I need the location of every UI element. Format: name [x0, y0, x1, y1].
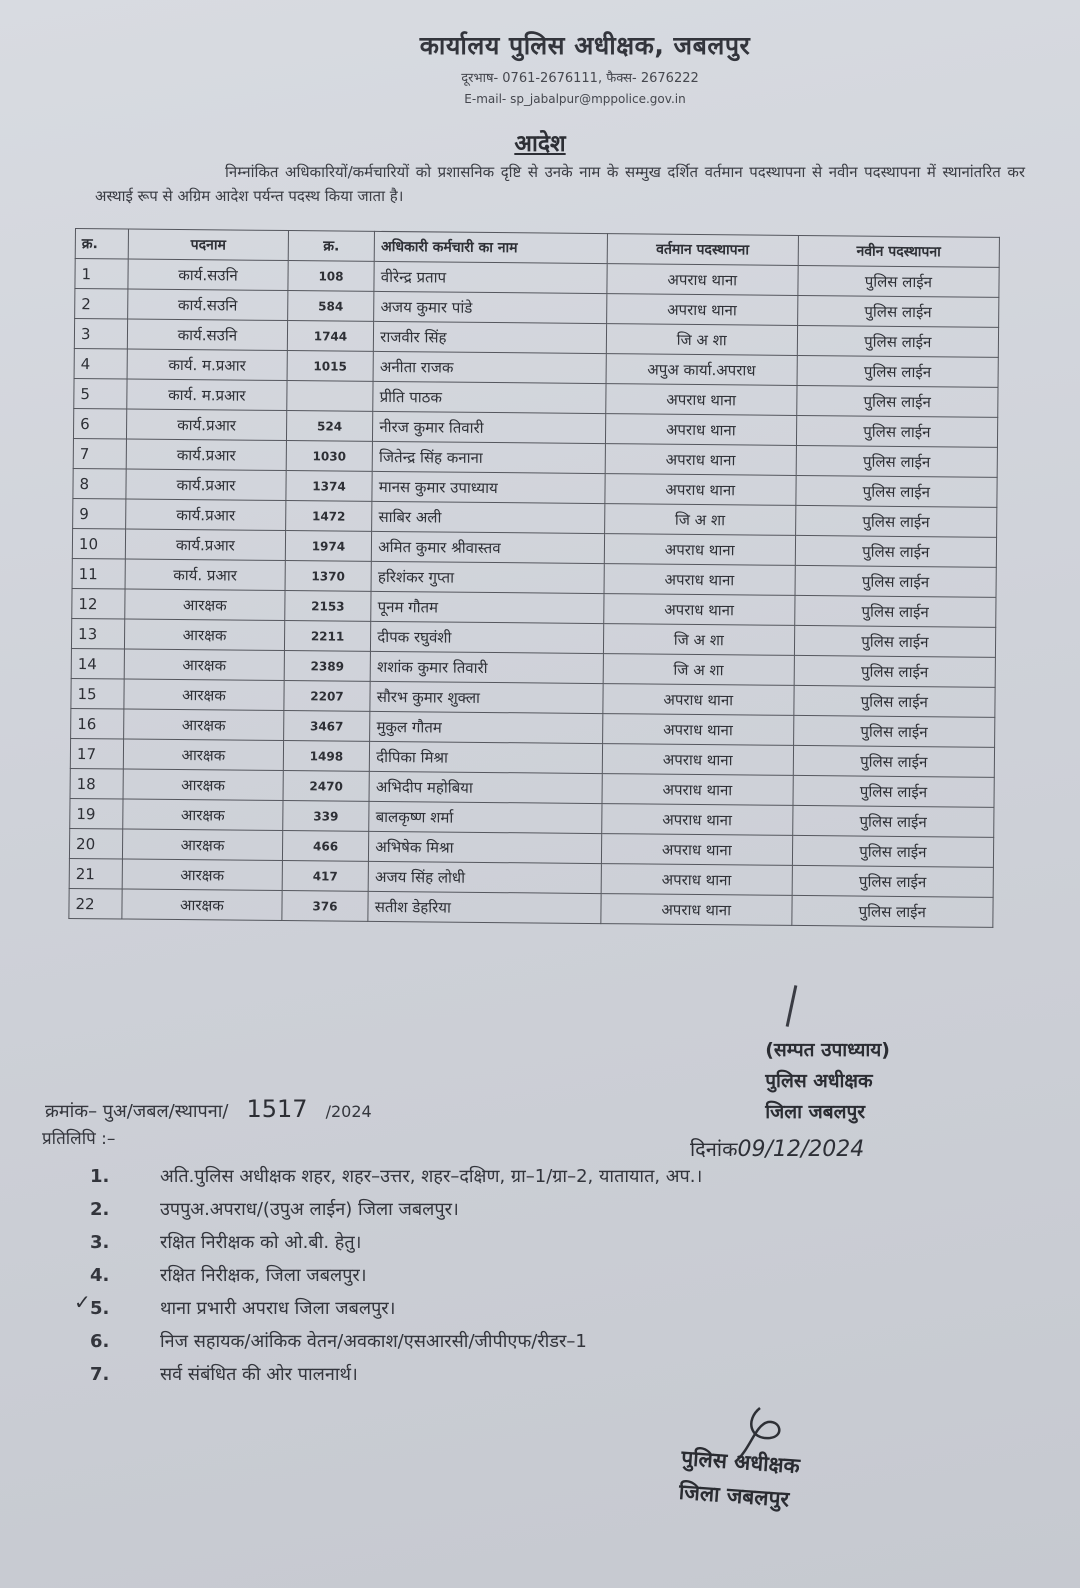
intro-body: निम्नांकित अधिकारियों/कर्मचारियों को प्रशासनिक दृष्टि से उनके नाम के सम्मुख दर्शित वर्तमान पदस्थापना से नवीन पदस्थापना में स्थानांतरित कर अस्थाई रूप से अग्रिम आदेश पर्यन्त पदस्थ किया जाता है। — [95, 163, 1025, 205]
cell-designation: कार्य. प्रआर — [125, 559, 285, 591]
cell-new-posting: पुलिस लाईन — [796, 445, 998, 477]
copy-list-item — [90, 1193, 990, 1226]
cell-new-posting: पुलिस लाईन — [793, 745, 995, 777]
cell-new-posting: पुलिस लाईन — [795, 565, 997, 597]
cell-number: 1974 — [285, 531, 372, 562]
cell-current-posting: अपराध थाना — [605, 474, 796, 506]
transfer-table — [68, 228, 1000, 928]
cell-serial: 16 — [71, 708, 124, 739]
cell-designation: आरक्षक — [123, 829, 283, 861]
cell-new-posting: पुलिस लाईन — [795, 535, 997, 567]
cell-serial: 8 — [73, 468, 126, 499]
cell-designation: आरक्षक — [123, 799, 283, 831]
cell-designation: कार्य.प्रआर — [126, 439, 286, 471]
cell-number: 339 — [282, 801, 369, 832]
signatory-district: जिला जबलपुर — [765, 1101, 866, 1123]
cell-serial: 7 — [73, 438, 126, 469]
cell-current-posting: अपराध थाना — [603, 684, 794, 716]
footer-designation: पुलिस अधीक्षक — [680, 1445, 801, 1479]
cell-number: 1015 — [287, 351, 374, 382]
cell-designation: कार्य.प्रआर — [126, 469, 286, 501]
cell-serial: 20 — [69, 828, 122, 859]
cell-designation: आरक्षक — [123, 769, 283, 801]
reference-year: /2024 — [325, 1102, 372, 1121]
cell-number: 3467 — [283, 711, 370, 742]
tick-mark: ✓ — [74, 1290, 91, 1314]
cell-serial: 5 — [74, 378, 127, 409]
cell-current-posting: जि अ शा — [606, 324, 797, 356]
date-line — [690, 1135, 864, 1162]
cell-serial: 18 — [70, 768, 123, 799]
cell-designation: आरक्षक — [125, 589, 285, 621]
cell-designation: आरक्षक — [122, 889, 282, 921]
copy-item-text: रक्षित निरीक्षक को ओ.बी. हेतु। — [160, 1232, 362, 1253]
cell-number: 2153 — [284, 591, 371, 622]
cell-name: बालकृष्ण शर्मा — [369, 801, 602, 833]
cell-designation: आरक्षक — [124, 709, 284, 741]
reference-number: 1517 — [246, 1095, 308, 1123]
cell-name: साबिर अली — [372, 501, 605, 533]
cell-number: 1472 — [285, 501, 372, 532]
cell-serial: 6 — [73, 408, 126, 439]
cell-serial: 9 — [73, 498, 126, 529]
copy-item-text: निज सहायक/आंकिक वेतन/अवकाश/एसआरसी/जीपीएफ/रीडर–1 — [160, 1331, 587, 1352]
footer-signature-block — [678, 1441, 801, 1517]
cell-new-posting: पुलिस लाईन — [793, 715, 995, 747]
cell-number: 524 — [286, 411, 373, 442]
copy-item-number: 4. — [90, 1265, 110, 1286]
copy-label: प्रतिलिपि :– — [42, 1129, 116, 1149]
cell-number: 417 — [282, 861, 369, 892]
cell-serial: 1 — [75, 259, 128, 290]
cell-name: अनीता राजक — [373, 351, 606, 383]
footer-district: जिला जबलपुर — [678, 1479, 790, 1512]
copy-list-item — [90, 1226, 990, 1259]
cell-new-posting: पुलिस लाईन — [798, 265, 1000, 297]
cell-current-posting: अपराध थाना — [605, 444, 796, 476]
cell-designation: कार्य.सउनि — [128, 289, 288, 321]
office-heading: कार्यालय पुलिस अधीक्षक, जबलपुर — [419, 31, 751, 60]
cell-current-posting: अपराध थाना — [602, 804, 793, 836]
cell-designation: आरक्षक — [123, 739, 283, 771]
cell-name: अभिदीप महोबिया — [369, 771, 602, 803]
col-header-number: क्र. — [288, 231, 375, 262]
cell-current-posting: अपराध थाना — [606, 384, 797, 416]
cell-name: दीपिका मिश्रा — [370, 741, 603, 773]
cell-name: वीरेन्द्र प्रताप — [374, 261, 607, 293]
signatory-name: (सम्पत उपाध्याय) — [765, 1039, 890, 1061]
cell-designation: कार्य.सउनि — [128, 319, 288, 351]
cell-current-posting: अपराध थाना — [602, 744, 793, 776]
cell-number: 2207 — [284, 681, 371, 712]
copy-item-number: 1. — [90, 1166, 110, 1187]
cell-number: 1370 — [285, 561, 372, 592]
cell-serial: 13 — [71, 618, 124, 649]
cell-serial: 3 — [74, 319, 127, 350]
cell-new-posting: पुलिस लाईन — [794, 655, 996, 687]
cell-new-posting: पुलिस लाईन — [794, 685, 996, 717]
cell-name: मुकुल गौतम — [370, 711, 603, 743]
cell-name: अजय सिंह लोधी — [368, 861, 601, 893]
cell-name: दीपक रघुवंशी — [371, 621, 604, 653]
cell-new-posting: पुलिस लाईन — [792, 865, 994, 897]
cell-new-posting: पुलिस लाईन — [796, 385, 998, 417]
cell-designation: आरक्षक — [125, 619, 285, 651]
col-header-designation: पदनाम — [128, 229, 288, 261]
cell-number: 584 — [287, 291, 374, 322]
cell-current-posting: अपराध थाना — [604, 534, 795, 566]
cell-current-posting: जि अ शा — [603, 654, 794, 686]
cell-name: सतीश डेहरिया — [368, 891, 601, 923]
cell-serial: 22 — [69, 888, 122, 919]
cell-new-posting: पुलिस लाईन — [795, 505, 997, 537]
col-header-name: अधिकारी कर्मचारी का नाम — [374, 231, 607, 263]
cell-name: प्रीति पाठक — [373, 381, 606, 413]
copy-item-text: अति.पुलिस अधीक्षक शहर, शहर–उत्तर, शहर–दक्षिण, ग्रा–1/ग्रा–2, यातायात, अप.। — [160, 1166, 703, 1187]
copy-list-item — [90, 1292, 990, 1325]
order-title: आदेश — [514, 131, 566, 157]
copy-item-text: उपपुअ.अपराध/(उपुअ लाईन) जिला जबलपुर। — [160, 1199, 459, 1220]
cell-name: सौरभ कुमार शुक्ला — [370, 681, 603, 713]
signature-stroke — [786, 985, 798, 1027]
cell-number: 1374 — [286, 471, 373, 502]
col-header-current-posting: वर्तमान पदस्थापना — [607, 234, 798, 266]
copy-list-item — [90, 1325, 990, 1358]
cell-serial: 14 — [71, 648, 124, 679]
cell-name: पूनम गौतम — [371, 591, 604, 623]
copy-item-number: 6. — [90, 1331, 110, 1352]
cell-number: 108 — [288, 261, 375, 292]
date-label: दिनांक — [690, 1137, 738, 1161]
cell-designation: आरक्षक — [124, 679, 284, 711]
copy-item-text: रक्षित निरीक्षक, जिला जबलपुर। — [160, 1265, 367, 1286]
cell-new-posting: पुलिस लाईन — [793, 775, 995, 807]
copy-item-number: 2. — [90, 1199, 110, 1220]
cell-designation: कार्य. म.प्रआर — [127, 379, 287, 411]
cell-number: 1498 — [283, 741, 370, 772]
cell-designation: कार्य.प्रआर — [125, 529, 285, 561]
copy-item-number: 7. — [90, 1364, 110, 1385]
cell-designation: आरक्षक — [122, 859, 282, 891]
cell-serial: 4 — [74, 348, 127, 379]
cell-number: 2211 — [284, 621, 371, 652]
cell-name: मानस कुमार उपाध्याय — [372, 471, 605, 503]
cell-new-posting: पुलिस लाईन — [796, 415, 998, 447]
cell-designation: कार्य.सउनि — [128, 259, 288, 291]
cell-serial: 10 — [72, 528, 125, 559]
cell-current-posting: जि अ शा — [603, 624, 794, 656]
cell-number: 466 — [282, 831, 369, 862]
col-header-new-posting: नवीन पदस्थापना — [798, 235, 1000, 267]
cell-name: शशांक कुमार तिवारी — [370, 651, 603, 683]
cell-current-posting: जि अ शा — [604, 504, 795, 536]
cell-serial: 19 — [70, 798, 123, 829]
copy-list-item — [90, 1358, 990, 1391]
date-value: 09/12/2024 — [737, 1137, 865, 1162]
contact-phone: दूरभाष- 0761-2676111, फैक्स- 2676222 — [461, 71, 699, 86]
cell-serial: 11 — [72, 558, 125, 589]
copy-item-number: 3. — [90, 1232, 110, 1253]
cell-designation: कार्य. म.प्रआर — [127, 349, 287, 381]
cell-designation: कार्य.प्रआर — [126, 499, 286, 531]
cell-name: अमित कुमार श्रीवास्तव — [372, 531, 605, 563]
contact-email: E-mail- sp_jabalpur@mppolice.gov.in — [464, 92, 686, 106]
copy-item-text: सर्व संबंधित की ओर पालनार्थ। — [160, 1364, 358, 1385]
copy-list — [90, 1160, 990, 1391]
cell-current-posting: अपराध थाना — [602, 774, 793, 806]
cell-current-posting: अपराध थाना — [605, 414, 796, 446]
cell-name: अजय कुमार पांडे — [374, 291, 607, 323]
cell-serial: 21 — [69, 858, 122, 889]
copy-item-text: थाना प्रभारी अपराध जिला जबलपुर। — [160, 1298, 396, 1319]
cell-number: 1744 — [287, 321, 374, 352]
cell-name: राजवीर सिंह — [374, 321, 607, 353]
cell-name: अभिषेक मिश्रा — [369, 831, 602, 863]
cell-number — [286, 381, 373, 412]
cell-new-posting: पुलिस लाईन — [794, 595, 996, 627]
cell-current-posting: अपराध थाना — [606, 294, 797, 326]
cell-new-posting: पुलिस लाईन — [797, 325, 999, 357]
cell-new-posting: पुलिस लाईन — [797, 295, 999, 327]
cell-current-posting: अपुअ कार्या.अपराध — [606, 354, 797, 386]
cell-serial: 2 — [75, 289, 128, 320]
copy-list-item — [90, 1259, 990, 1292]
cell-new-posting: पुलिस लाईन — [792, 895, 994, 927]
cell-number: 2470 — [283, 771, 370, 802]
cell-designation: कार्य.प्रआर — [127, 409, 287, 441]
reference-line — [45, 1095, 372, 1123]
cell-current-posting: अपराध थाना — [601, 834, 792, 866]
signatory-designation: पुलिस अधीक्षक — [765, 1070, 873, 1092]
cell-serial: 15 — [71, 678, 124, 709]
cell-serial: 17 — [70, 738, 123, 769]
copy-item-number: 5. — [90, 1298, 110, 1319]
cell-name: हरिशंकर गुप्ता — [371, 561, 604, 593]
cell-current-posting: अपराध थाना — [607, 264, 798, 296]
cell-current-posting: अपराध थाना — [604, 594, 795, 626]
cell-serial: 12 — [72, 588, 125, 619]
cell-number: 376 — [282, 891, 369, 922]
cell-current-posting: अपराध थाना — [604, 564, 795, 596]
cell-number: 1030 — [286, 441, 373, 472]
cell-current-posting: अपराध थाना — [601, 864, 792, 896]
copy-list-item — [90, 1160, 990, 1193]
cell-name: जितेन्द्र सिंह कनाना — [372, 441, 605, 473]
cell-number: 2389 — [284, 651, 371, 682]
cell-name: नीरज कुमार तिवारी — [373, 411, 606, 443]
cell-current-posting: अपराध थाना — [602, 714, 793, 746]
cell-new-posting: पुलिस लाईन — [792, 835, 994, 867]
cell-new-posting: पुलिस लाईन — [794, 625, 996, 657]
reference-prefix: क्रमांक– पुअ/जबल/स्थापना/ — [45, 1101, 229, 1122]
cell-new-posting: पुलिस लाईन — [796, 475, 998, 507]
cell-current-posting: अपराध थाना — [601, 894, 792, 926]
cell-new-posting: पुलिस लाईन — [792, 805, 994, 837]
col-header-sn: क्र. — [75, 229, 128, 260]
table-body — [69, 259, 999, 928]
signatory-block — [765, 1035, 890, 1128]
cell-new-posting: पुलिस लाईन — [797, 355, 999, 387]
cell-designation: आरक्षक — [124, 649, 284, 681]
order-intro-text — [95, 160, 1025, 208]
